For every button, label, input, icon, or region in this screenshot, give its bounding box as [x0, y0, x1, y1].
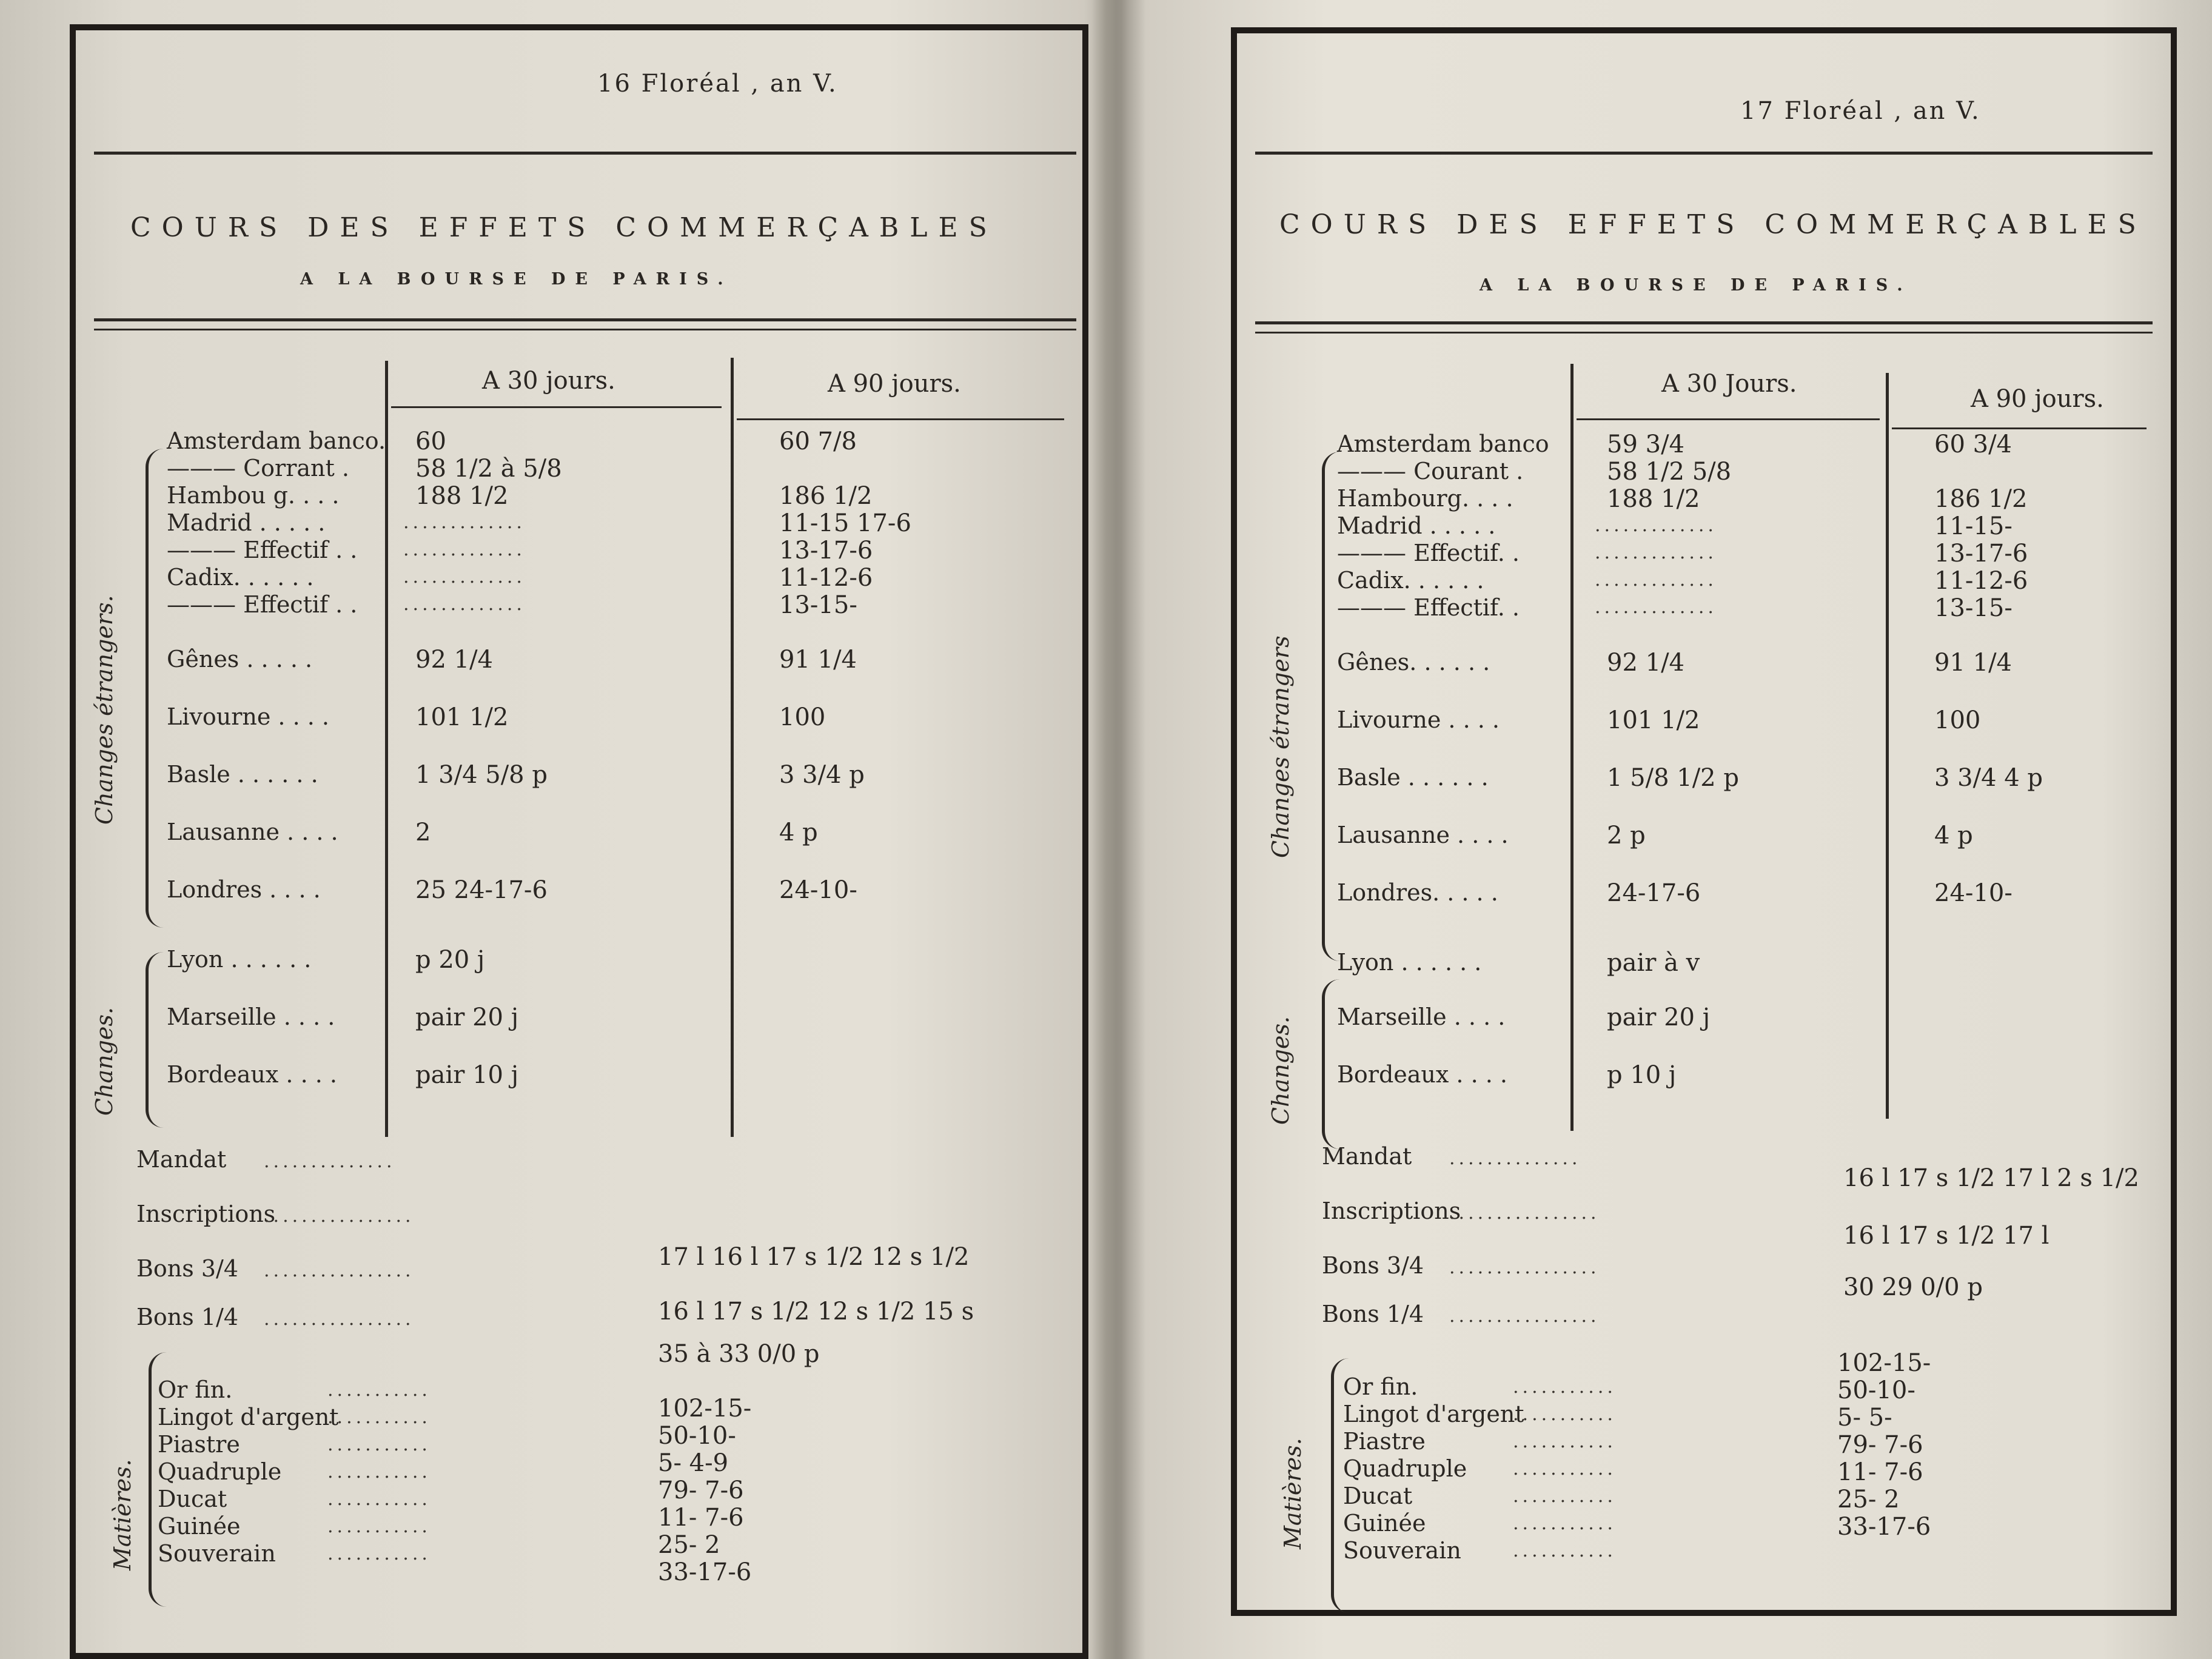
row-label: Basle . . . . . .: [167, 761, 318, 788]
dot-leader: ...........: [327, 1461, 431, 1483]
cell-30-days: 58 1/2 à 5/8: [415, 455, 562, 483]
matieres-value: 33-17-6: [658, 1558, 752, 1586]
cell-90-days: 11-15 17-6: [779, 509, 911, 537]
row-label: Hambourg. . . .: [1337, 485, 1513, 512]
matieres-label: Lingot d'argent: [158, 1404, 339, 1430]
cell-value: 16 l 17 s 1/2 17 l 2 s 1/2: [1843, 1164, 2139, 1192]
cell-90-days: 186 1/2: [1934, 485, 2028, 513]
left-page: [70, 24, 1088, 1659]
dot-leader: .............: [403, 512, 526, 533]
column-rule: [1886, 373, 1889, 1119]
cell-90-days: 91 1/4: [1934, 649, 2012, 677]
matieres-value: 50-10-: [658, 1422, 736, 1450]
page-subtitle: A LA BOURSE DE PARIS.: [1480, 276, 1912, 295]
dot-leader: .............: [1595, 542, 1717, 563]
group-label-matieres: Matières.: [109, 1459, 136, 1570]
row-label: Gênes . . . . .: [167, 646, 313, 672]
dot-leader: ..............: [264, 1151, 396, 1172]
rule: [1255, 321, 2153, 324]
dot-leader: .............: [1595, 597, 1717, 618]
row-label: Lyon . . . . . .: [167, 946, 312, 973]
column-header-90-days: A 90 jours.: [1971, 385, 2104, 413]
rule: [94, 152, 1076, 155]
cell-30-days: pair 20 j: [415, 1004, 519, 1031]
cell-90-days: 3 3/4 4 p: [1934, 764, 2043, 792]
dot-leader: ...........: [327, 1543, 431, 1564]
rule: [737, 418, 1064, 420]
matieres-value: 102-15-: [1837, 1349, 1931, 1377]
row-label: ——— Effectif . .: [167, 537, 358, 563]
cell-90-days: 24-10-: [1934, 879, 2013, 907]
matieres-value: 79- 7-6: [658, 1476, 744, 1504]
group-label-domestic-exchange: Changes.: [91, 1007, 118, 1116]
column-rule: [731, 358, 734, 1137]
row-label: Inscriptions: [1322, 1198, 1461, 1224]
matieres-label: Souverain: [158, 1540, 276, 1567]
cell-value: 35 à 33 0/0 p: [658, 1340, 820, 1368]
dot-leader: ...........: [1513, 1431, 1617, 1452]
cell-90-days: 11-12-6: [1934, 567, 2028, 595]
group-label-foreign-exchange: Changes étrangers: [1267, 635, 1294, 858]
cell-90-days: 91 1/4: [779, 646, 857, 674]
matieres-value: 11- 7-6: [658, 1504, 744, 1532]
row-label: Madrid . . . . .: [1337, 512, 1496, 539]
dot-leader: ...........: [1513, 1540, 1617, 1561]
matieres-value: 5- 5-: [1837, 1404, 1892, 1432]
cell-30-days: 101 1/2: [1607, 706, 1700, 734]
page-date: 16 Floréal , an V.: [597, 70, 838, 98]
matieres-value: 79- 7-6: [1837, 1431, 1923, 1459]
rule: [94, 329, 1076, 330]
column-rule: [385, 361, 388, 1137]
column-header-90-days: A 90 jours.: [828, 370, 961, 398]
cell-30-days: 1 5/8 1/2 p: [1607, 764, 1739, 792]
cell-value: 16 l 17 s 1/2 17 l: [1843, 1222, 2049, 1250]
rule: [1577, 418, 1880, 420]
book-gutter: [1091, 0, 1146, 1659]
matieres-label: Ducat: [158, 1486, 227, 1512]
page-title: COURS DES EFFETS COMMERÇABLES: [130, 212, 998, 243]
dot-leader: ................: [1449, 1305, 1600, 1327]
cell-90-days: 11-15-: [1934, 512, 2013, 540]
row-label: Bons 3/4: [136, 1255, 239, 1282]
row-label: Bons 1/4: [1322, 1301, 1424, 1327]
rule: [1255, 152, 2153, 155]
row-label: Amsterdam banco.: [167, 427, 386, 454]
matieres-label: Guinée: [1343, 1510, 1426, 1537]
rule: [391, 406, 722, 408]
dot-leader: .............: [1595, 569, 1717, 591]
cell-30-days: p 10 j: [1607, 1061, 1677, 1089]
row-label: Livourne . . . .: [1337, 706, 1500, 733]
row-label: ——— Effectif. .: [1337, 594, 1520, 621]
dot-leader: ...........: [1513, 1404, 1617, 1425]
cell-30-days: 59 3/4: [1607, 431, 1684, 458]
row-label: Basle . . . . . .: [1337, 764, 1489, 791]
matieres-value: 102-15-: [658, 1395, 752, 1423]
row-label: Lausanne . . . .: [1337, 822, 1509, 848]
cell-value: 17 l 16 l 17 s 1/2 12 s 1/2: [658, 1243, 970, 1271]
cell-30-days: 2 p: [1607, 822, 1646, 850]
cell-90-days: 3 3/4 p: [779, 761, 865, 789]
cell-30-days: pair 10 j: [415, 1061, 519, 1089]
cell-30-days: 188 1/2: [1607, 485, 1700, 513]
row-label: Gênes. . . . . .: [1337, 649, 1490, 675]
cell-30-days: pair 20 j: [1607, 1004, 1711, 1031]
column-rule: [1570, 364, 1574, 1131]
cell-30-days: 1 3/4 5/8 p: [415, 761, 548, 789]
cell-30-days: 92 1/4: [415, 646, 493, 674]
row-label: ——— Corrant .: [167, 455, 349, 481]
row-label: ——— Effectif. .: [1337, 540, 1520, 566]
row-label: Lausanne . . . .: [167, 819, 338, 845]
dot-leader: ................: [1449, 1202, 1600, 1224]
cell-value: 30 29 0/0 p: [1843, 1273, 1983, 1301]
row-label: ——— Courant .: [1337, 458, 1524, 484]
cell-90-days: 13-15-: [1934, 594, 2013, 622]
dot-leader: ...........: [327, 1434, 431, 1455]
page-subtitle: A LA BOURSE DE PARIS.: [300, 270, 733, 289]
dot-leader: .............: [1595, 515, 1717, 536]
rule: [94, 318, 1076, 321]
row-label: Londres . . . .: [167, 876, 321, 903]
cell-90-days: 100: [779, 703, 826, 731]
matieres-label: Ducat: [1343, 1483, 1413, 1509]
dot-leader: ...........: [1513, 1486, 1617, 1507]
row-label: Cadix. . . . . .: [1337, 567, 1484, 594]
group-label-foreign-exchange: Changes étrangers.: [91, 595, 118, 825]
matieres-value: 33-17-6: [1837, 1513, 1931, 1541]
cell-30-days: 24-17-6: [1607, 879, 1701, 907]
matieres-value: 5- 4-9: [658, 1449, 729, 1477]
row-label: Marseille . . . .: [1337, 1004, 1506, 1030]
matieres-label: Lingot d'argent: [1343, 1401, 1524, 1427]
matieres-label: Piastre: [1343, 1428, 1426, 1455]
row-label: Mandat: [1322, 1143, 1412, 1170]
dot-leader: ................: [264, 1205, 415, 1227]
row-label: Bordeaux . . . .: [167, 1061, 337, 1088]
cell-90-days: 60 7/8: [779, 427, 857, 455]
row-label: Mandat: [136, 1146, 227, 1173]
row-label: Bordeaux . . . .: [1337, 1061, 1507, 1088]
cell-90-days: 13-15-: [779, 591, 857, 619]
matieres-label: Or fin.: [1343, 1373, 1418, 1400]
cell-90-days: 13-17-6: [779, 537, 873, 565]
brace: [146, 449, 167, 928]
rule: [1892, 427, 2147, 429]
cell-90-days: 60 3/4: [1934, 431, 2012, 458]
row-label: Cadix. . . . . .: [167, 564, 314, 591]
cell-90-days: 4 p: [1934, 822, 1973, 850]
row-label: Lyon . . . . . .: [1337, 949, 1482, 976]
cell-30-days: 60: [415, 427, 446, 455]
row-label: Livourne . . . .: [167, 703, 329, 730]
matieres-value: 25- 2: [1837, 1486, 1900, 1513]
cell-90-days: 11-12-6: [779, 564, 873, 592]
cell-90-days: 100: [1934, 706, 1981, 734]
dot-leader: ...........: [327, 1407, 431, 1428]
row-label: Hambou g. . . .: [167, 482, 340, 509]
page-title: COURS DES EFFETS COMMERÇABLES: [1279, 209, 2147, 240]
matieres-value: 50-10-: [1837, 1376, 1915, 1404]
dot-leader: ................: [264, 1260, 415, 1281]
dot-leader: ...........: [327, 1489, 431, 1510]
cell-30-days: 92 1/4: [1607, 649, 1684, 677]
cell-90-days: 186 1/2: [779, 482, 873, 510]
dot-leader: .............: [403, 566, 526, 588]
matieres-label: Piastre: [158, 1431, 240, 1458]
row-label: Bons 1/4: [136, 1304, 239, 1330]
row-label: Bons 3/4: [1322, 1252, 1424, 1279]
dot-leader: ...........: [327, 1379, 431, 1401]
dot-leader: ................: [1449, 1257, 1600, 1278]
cell-value: 16 l 17 s 1/2 12 s 1/2 15 s: [658, 1298, 974, 1326]
row-label: Amsterdam banco: [1337, 431, 1549, 457]
row-label: Madrid . . . . .: [167, 509, 326, 536]
column-header-30-days: A 30 Jours.: [1661, 370, 1797, 398]
row-label: Londres. . . . .: [1337, 879, 1498, 906]
dot-leader: .............: [403, 594, 526, 615]
cell-30-days: p 20 j: [415, 946, 485, 974]
dot-leader: ...........: [1513, 1458, 1617, 1480]
cell-90-days: 13-17-6: [1934, 540, 2028, 568]
cell-30-days: 188 1/2: [415, 482, 509, 510]
group-label-domestic-exchange: Changes.: [1267, 1016, 1294, 1125]
matieres-value: 25- 2: [658, 1531, 720, 1559]
dot-leader: ...........: [1513, 1376, 1617, 1398]
matieres-value: 11- 7-6: [1837, 1458, 1923, 1486]
row-label: Marseille . . . .: [167, 1004, 335, 1030]
dot-leader: ................: [264, 1309, 415, 1330]
dot-leader: ..............: [1449, 1148, 1581, 1169]
dot-leader: ...........: [1513, 1513, 1617, 1534]
dot-leader: ...........: [327, 1516, 431, 1537]
matieres-label: Or fin.: [158, 1376, 233, 1403]
matieres-label: Guinée: [158, 1513, 241, 1540]
cell-30-days: 101 1/2: [415, 703, 509, 731]
cell-30-days: 2: [415, 819, 431, 846]
matieres-label: Souverain: [1343, 1537, 1461, 1564]
page-date: 17 Floréal , an V.: [1740, 97, 1981, 125]
column-header-30-days: A 30 jours.: [482, 367, 615, 395]
cell-90-days: 24-10-: [779, 876, 857, 904]
dot-leader: .............: [403, 539, 526, 560]
row-label: ——— Effectif . .: [167, 591, 358, 618]
cell-90-days: 4 p: [779, 819, 818, 846]
row-label: Inscriptions: [136, 1201, 276, 1227]
matieres-label: Quadruple: [158, 1458, 282, 1485]
rule: [1255, 332, 2153, 333]
group-label-matieres: Matières.: [1279, 1438, 1306, 1549]
right-page: [1231, 27, 2177, 1616]
cell-30-days: 25 24-17-6: [415, 876, 548, 904]
brace: [146, 952, 167, 1128]
cell-30-days: pair à v: [1607, 949, 1700, 977]
cell-30-days: 58 1/2 5/8: [1607, 458, 1732, 486]
matieres-label: Quadruple: [1343, 1455, 1467, 1482]
